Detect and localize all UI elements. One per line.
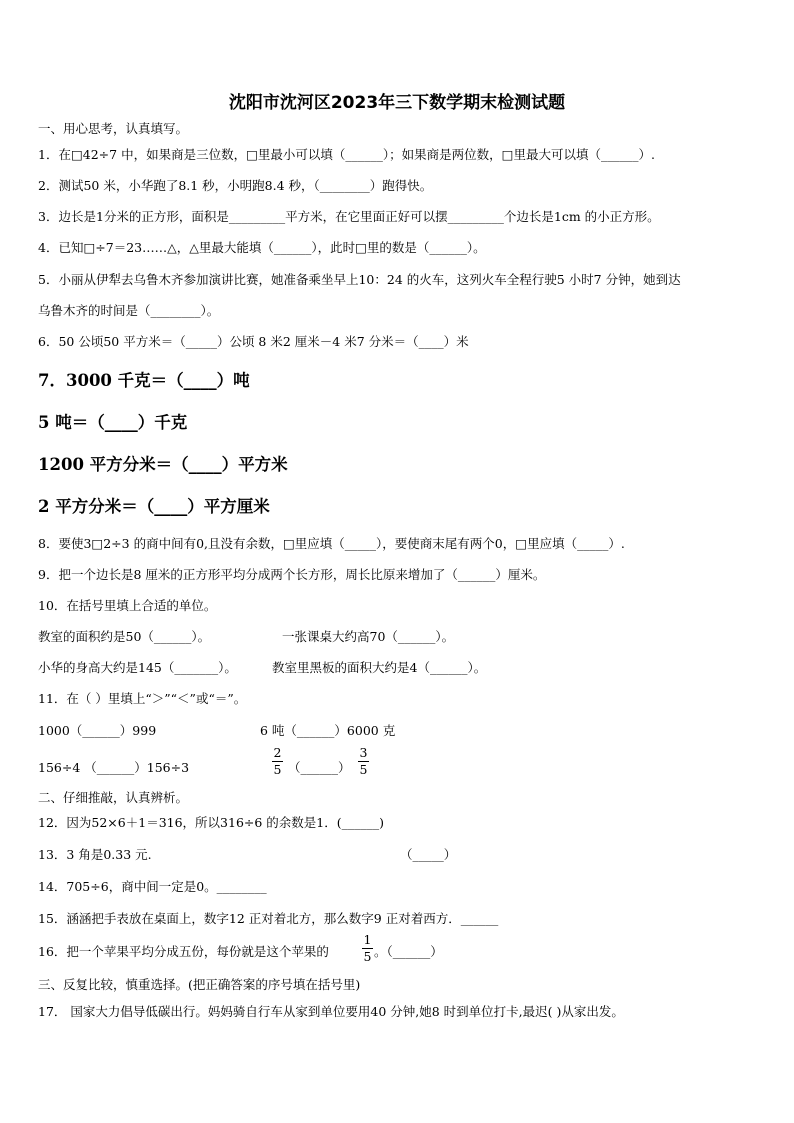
- question-10: 10．在括号里填上合适的单位。: [38, 598, 217, 613]
- question-6: 6．50 公顷50 平方米＝（_____）公顷 8 米2 厘米－4 米7 分米＝（____）米: [38, 334, 469, 349]
- question-7-item-2: 5 吨＝（____）千克: [38, 413, 188, 432]
- section-3-heading: 三、反复比较，慎重选择。(把正确答案的序号填在括号里): [38, 977, 361, 992]
- question-11-item-d-blank: （______）: [288, 760, 351, 775]
- section-2-heading: 二、仔细推敲，认真辨析。: [38, 790, 189, 805]
- question-11-item-b: 6 吨（______）6000 克: [260, 723, 396, 738]
- question-9: 9．把一个边长是8 厘米的正方形平均分成两个长方形，周长比原来增加了（______）厘米。: [38, 567, 546, 582]
- question-7-item-1: 7．3000 千克＝（____）吨: [38, 371, 250, 390]
- fraction-two-fifths: [272, 746, 283, 777]
- question-11: 11．在（ ）里填上“＞”“＜”或“＝”。: [38, 691, 247, 706]
- question-7-item-3: 1200 平方分米＝（____）平方米: [38, 455, 288, 474]
- question-11-item-c: 156÷4 （______）156÷3: [38, 760, 190, 775]
- fraction-denominator: 5: [359, 762, 368, 777]
- page-title: 沈阳市沈河区2023年三下数学期末检测试题: [228, 93, 566, 113]
- fraction-numerator: 1: [363, 932, 372, 947]
- question-5-line-2: 乌鲁木齐的时间是（________）。: [38, 303, 220, 318]
- fraction-one-fifth: [362, 933, 373, 964]
- question-5-line-1: 5．小丽从伊犁去乌鲁木齐参加演讲比赛，她准备乘坐早上10：24 的火车，这列火车全程行驶5 小时7 分钟，她到达: [38, 272, 681, 287]
- question-8: 8．要使3□2÷3 的商中间有0,且没有余数，□里应填（_____），要使商末尾有两个0，□里应填（_____）.: [38, 536, 625, 551]
- question-3: 3．边长是1分米的正方形，面积是_________平方米，在它里面正好可以摆_________个边长是1cm 的小正方形。: [38, 209, 660, 224]
- question-14: 14．705÷6，商中间一定是0。________: [38, 879, 267, 894]
- section-1-heading: 一、用心思考，认真填写。: [38, 121, 189, 136]
- fraction-numerator: 2: [273, 745, 282, 760]
- question-15: 15．涵涵把手表放在桌面上，数字12 正对着北方，那么数字9 正对着西方．______: [38, 911, 499, 926]
- question-4: 4．已知□÷7＝23……△，△里最大能填（______），此时□里的数是（______）。: [38, 240, 486, 255]
- question-13-blank: （_____）: [400, 847, 457, 862]
- question-10-item-b: 一张课桌大约高70（______）。: [282, 629, 455, 644]
- fraction-denominator: 5: [273, 762, 282, 777]
- question-10-item-a: 教室的面积约是50（______）。: [38, 629, 211, 644]
- question-16-blank: 。（______）: [374, 944, 443, 959]
- question-1: 1．在□42÷7 中，如果商是三位数，□里最小可以填（______）；如果商是两位数，□里最大可以填（______）.: [38, 147, 655, 162]
- question-13: 13．3 角是0.33 元.: [38, 847, 152, 862]
- question-10-item-c: 小华的身高大约是145（_______）。: [38, 660, 237, 675]
- fraction-three-fifths: [358, 746, 369, 777]
- question-11-item-a: 1000（______）999: [38, 723, 157, 738]
- question-10-item-d: 教室里黑板的面积大约是4（______）。: [272, 660, 487, 675]
- question-12: 12．因为52×6＋1＝316，所以316÷6 的余数是1．(______): [38, 815, 385, 830]
- question-17: 17． 国家大力倡导低碳出行。妈妈骑自行车从家到单位要用40 分钟,她8 时到单位打卡,最迟( )从家出发。: [38, 1004, 624, 1019]
- question-7-item-4: 2 平方分米＝（____）平方厘米: [38, 497, 270, 516]
- question-2: 2．测试50 米，小华跑了8.1 秒，小明跑8.4 秒，（________）跑得快。: [38, 178, 433, 193]
- fraction-numerator: 3: [359, 745, 368, 760]
- question-16-text: 16．把一个苹果平均分成五份，每份就是这个苹果的: [38, 944, 329, 959]
- fraction-denominator: 5: [363, 949, 372, 964]
